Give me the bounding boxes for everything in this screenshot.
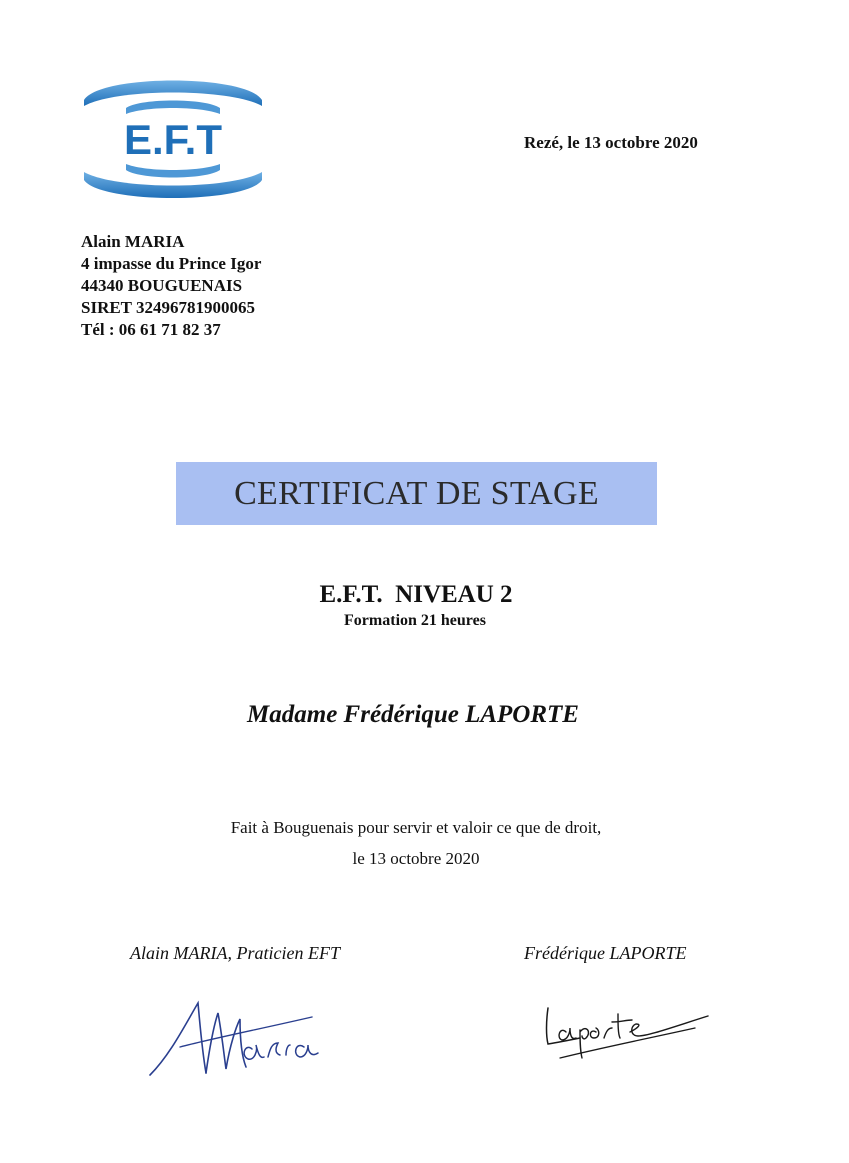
signatory-left-name: Alain MARIA, Praticien EFT [130,943,340,963]
eft-logo [80,72,266,202]
certificate-title: CERTIFICAT DE STAGE [234,474,599,512]
sender-address-line2: 44340 BOUGUENAIS [81,276,243,295]
logo-text: E.F.T [123,116,223,163]
certificate-duration: Formation 21 heures [344,612,486,629]
sender-siret: SIRET 32496781900065 [81,298,255,317]
sender-address-line1: 4 impasse du Prince Igor [81,254,262,273]
signature-right-image [530,992,715,1067]
sender-phone: Tél : 06 61 71 82 37 [81,320,221,339]
sender-block [81,231,261,341]
recipient-name: Madame Frédérique LAPORTE [247,701,579,728]
sender-name: Alain MARIA [81,232,185,251]
certificate-date: le 13 octobre 2020 [352,849,480,868]
signatory-right-name: Frédérique LAPORTE [524,943,687,963]
certificate-level: E.F.T. NIVEAU 2 [319,581,513,608]
date-place: Rezé, le 13 octobre 2020 [524,133,698,152]
certificate-title-box [176,462,657,525]
signature-left-image [140,995,330,1085]
statement-text: Fait à Bouguenais pour servir et valoir ce que de droit, [230,818,602,837]
